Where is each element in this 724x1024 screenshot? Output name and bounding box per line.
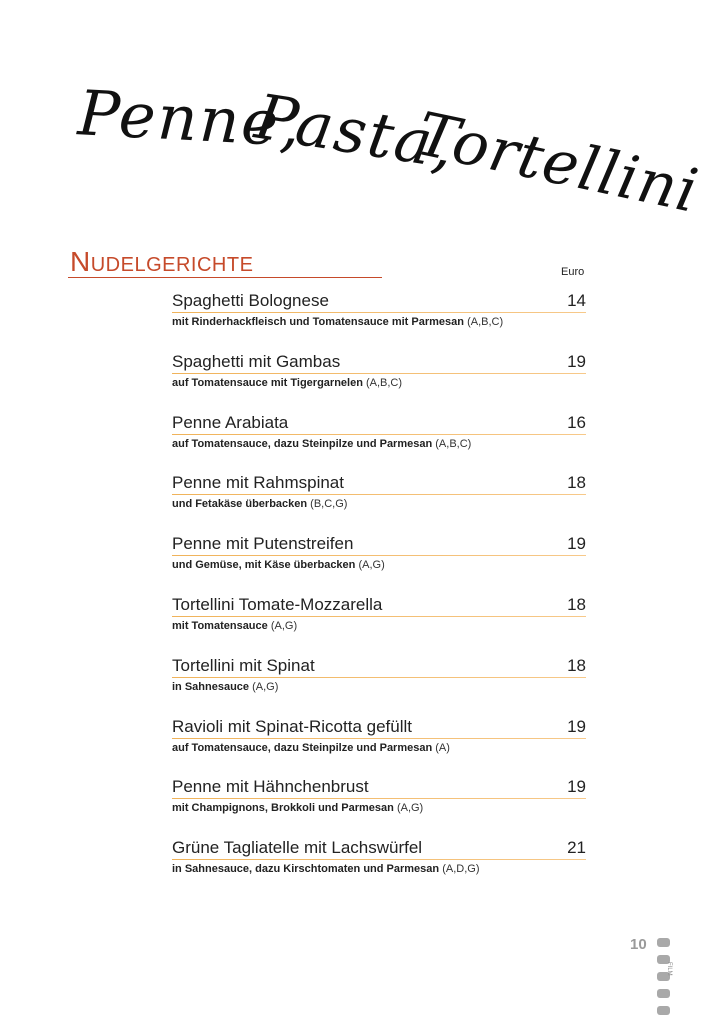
- item-divider: [172, 677, 586, 678]
- item-description: [172, 498, 586, 510]
- item-description: [172, 377, 586, 389]
- item-price: 16: [567, 412, 586, 432]
- item-desc-text: auf Tomatensauce, dazu Steinpilze und Parmesan: [172, 437, 433, 450]
- item-description: [172, 742, 586, 754]
- item-name: Penne mit Rahmspinat: [172, 473, 344, 493]
- item-divider: [172, 555, 586, 556]
- item-desc-text: auf Tomatensauce, dazu Steinpilze und Parmesan: [172, 741, 433, 754]
- item-description: [172, 681, 586, 693]
- item-divider: [172, 859, 586, 860]
- item-desc-text: mit Champignons, Brokkoli und Parmesan: [172, 802, 394, 815]
- page-tab-marker: [657, 989, 670, 998]
- menu-item: [172, 290, 586, 351]
- menu-item: [172, 594, 586, 655]
- item-desc-text: und Gemüse, mit Käse überbacken: [172, 559, 356, 572]
- item-price: 18: [567, 655, 586, 675]
- page-tab-marker: [657, 1006, 670, 1015]
- title-part-penne: Penne,: [76, 76, 304, 161]
- menu-item: [172, 655, 586, 716]
- item-description: [172, 559, 586, 571]
- item-description: [172, 620, 586, 632]
- item-divider: [172, 373, 586, 374]
- item-name: Ravioli mit Spinat-Ricotta gefüllt: [172, 716, 412, 736]
- item-allergens: (A,G): [396, 802, 424, 815]
- item-description: [172, 438, 586, 450]
- item-price: 18: [567, 473, 586, 493]
- item-price: 19: [567, 351, 586, 371]
- side-label: FILM: [666, 962, 672, 976]
- item-description: [172, 863, 586, 875]
- item-desc-text: mit Rinderhackfleisch und Tomatensauce mit Parmesan: [172, 316, 464, 328]
- item-price: 18: [567, 594, 586, 614]
- item-desc-text: in Sahnesauce: [172, 680, 250, 693]
- item-name: Tortellini mit Spinat: [172, 655, 315, 675]
- menu-item: [172, 472, 586, 533]
- item-price: 21: [567, 838, 586, 858]
- item-name: Spaghetti mit Gambas: [172, 351, 341, 371]
- item-description: [172, 316, 586, 328]
- item-price: 19: [567, 777, 586, 797]
- item-allergens: (A): [435, 741, 450, 754]
- item-desc-text: mit Tomatensauce: [172, 619, 268, 632]
- item-allergens: (A,G): [252, 680, 279, 693]
- item-name: Tortellini Tomate-Mozzarella: [172, 594, 383, 614]
- item-desc-text: auf Tomatensauce mit Tigergarnelen: [172, 376, 363, 389]
- item-divider: [172, 798, 586, 799]
- menu-item: [172, 412, 586, 473]
- item-allergens: (B,C,G): [310, 498, 348, 511]
- item-allergens: (A,D,G): [442, 863, 480, 876]
- heading-underline: [68, 277, 382, 278]
- item-desc-text: und Fetakäse überbacken: [172, 498, 308, 511]
- section-heading: Nudelgerichte: [70, 246, 254, 277]
- menu-item: [172, 716, 586, 777]
- item-description: [172, 802, 586, 814]
- item-divider: [172, 434, 586, 435]
- item-allergens: (A,B,C): [467, 316, 504, 328]
- menu-item: [172, 837, 586, 898]
- item-price: 19: [567, 534, 586, 554]
- menu-list: [172, 290, 586, 898]
- item-price: 19: [567, 716, 586, 736]
- item-divider: [172, 494, 586, 495]
- item-allergens: (A,G): [270, 619, 298, 632]
- item-divider: [172, 312, 586, 313]
- item-divider: [172, 616, 586, 617]
- page-tab-marker: [657, 938, 670, 947]
- menu-item: [172, 776, 586, 837]
- item-name: Penne mit Hähnchenbrust: [172, 777, 369, 797]
- menu-item: [172, 533, 586, 594]
- menu-title: [0, 0, 724, 240]
- title-part-tortellini: Tortellini: [410, 99, 705, 227]
- item-allergens: (A,B,C): [365, 376, 403, 389]
- item-name: Grüne Tagliatelle mit Lachswürfel: [172, 838, 423, 858]
- item-desc-text: in Sahnesauce, dazu Kirschtomaten und Parmesan: [172, 863, 440, 876]
- item-name: Penne Arabiata: [172, 412, 289, 432]
- item-allergens: (A,B,C): [435, 437, 472, 450]
- title-part-pasta: Pasta,: [250, 79, 461, 184]
- item-allergens: (A,G): [358, 559, 385, 572]
- item-price: 14: [567, 291, 586, 310]
- item-divider: [172, 738, 586, 739]
- item-name: Spaghetti Bolognese: [172, 291, 329, 310]
- page-tabs: [657, 938, 670, 1023]
- menu-item: [172, 351, 586, 412]
- page-number: 10: [630, 936, 647, 953]
- item-name: Penne mit Putenstreifen: [172, 534, 354, 554]
- currency-label: Euro: [561, 266, 585, 278]
